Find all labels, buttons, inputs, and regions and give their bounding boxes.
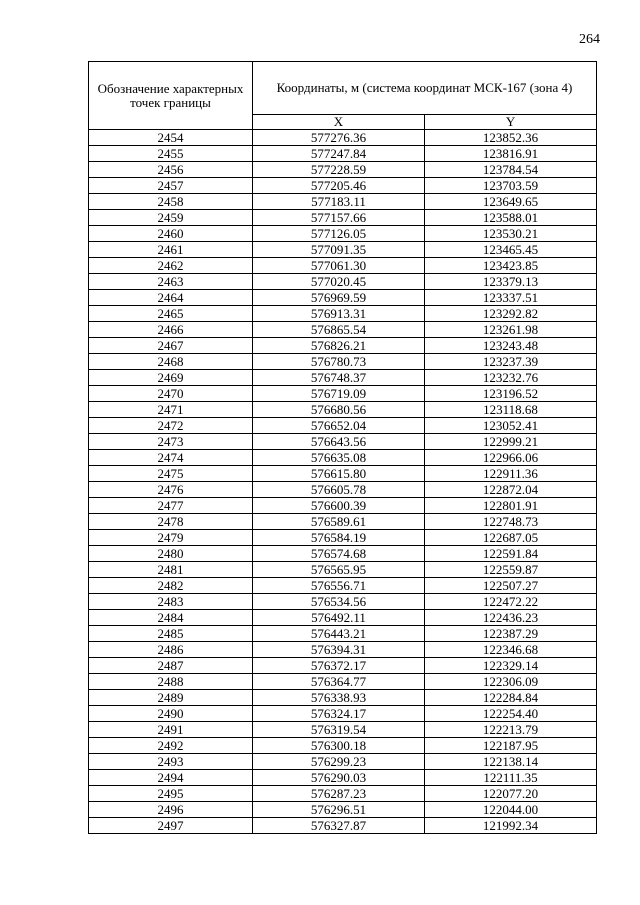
point-id-cell: 2474 xyxy=(89,450,253,466)
point-id-cell: 2459 xyxy=(89,210,253,226)
table-row xyxy=(89,418,597,434)
point-id-cell: 2477 xyxy=(89,498,253,514)
point-id-cell: 2493 xyxy=(89,754,253,770)
table-row xyxy=(89,178,597,194)
point-id-cell: 2489 xyxy=(89,690,253,706)
point-id-cell: 2492 xyxy=(89,738,253,754)
point-id-cell: 2476 xyxy=(89,482,253,498)
point-id-cell: 2463 xyxy=(89,274,253,290)
page-number: 264 xyxy=(579,32,600,47)
table-row xyxy=(89,242,597,258)
table-row xyxy=(89,786,597,802)
y-coordinate-cell: 122284.84 xyxy=(425,690,597,706)
x-coordinate-cell: 576565.95 xyxy=(253,562,425,578)
point-id-cell: 2490 xyxy=(89,706,253,722)
header-coordinates: Координаты, м (система координат МСК-167 (зона 4) xyxy=(253,62,597,115)
table-row xyxy=(89,322,597,338)
x-coordinate-cell: 577276.36 xyxy=(253,130,425,146)
y-coordinate-cell: 122559.87 xyxy=(425,562,597,578)
header-point-designation: Обозначение характерных точек границы xyxy=(89,62,253,130)
point-id-cell: 2464 xyxy=(89,290,253,306)
point-id-cell: 2496 xyxy=(89,802,253,818)
y-coordinate-cell: 123379.13 xyxy=(425,274,597,290)
point-id-cell: 2475 xyxy=(89,466,253,482)
table-row xyxy=(89,482,597,498)
coordinates-table xyxy=(88,61,597,834)
y-coordinate-cell: 122329.14 xyxy=(425,658,597,674)
table-row xyxy=(89,274,597,290)
table-row xyxy=(89,450,597,466)
x-coordinate-cell: 576865.54 xyxy=(253,322,425,338)
y-coordinate-cell: 123196.52 xyxy=(425,386,597,402)
x-coordinate-cell: 576492.11 xyxy=(253,610,425,626)
x-coordinate-cell: 576589.61 xyxy=(253,514,425,530)
x-coordinate-cell: 576826.21 xyxy=(253,338,425,354)
point-id-cell: 2483 xyxy=(89,594,253,610)
y-coordinate-cell: 123423.85 xyxy=(425,258,597,274)
table-row xyxy=(89,690,597,706)
y-coordinate-cell: 122111.35 xyxy=(425,770,597,786)
table-row xyxy=(89,130,597,146)
point-id-cell: 2470 xyxy=(89,386,253,402)
table-row xyxy=(89,162,597,178)
y-coordinate-cell: 122306.09 xyxy=(425,674,597,690)
table-row xyxy=(89,578,597,594)
x-coordinate-cell: 576372.17 xyxy=(253,658,425,674)
y-coordinate-cell: 122472.22 xyxy=(425,594,597,610)
point-id-cell: 2497 xyxy=(89,818,253,834)
point-id-cell: 2467 xyxy=(89,338,253,354)
point-id-cell: 2484 xyxy=(89,610,253,626)
y-coordinate-cell: 122507.27 xyxy=(425,578,597,594)
y-coordinate-cell: 122591.84 xyxy=(425,546,597,562)
table-row xyxy=(89,466,597,482)
point-id-cell: 2480 xyxy=(89,546,253,562)
x-coordinate-cell: 577205.46 xyxy=(253,178,425,194)
x-coordinate-cell: 577061.30 xyxy=(253,258,425,274)
x-coordinate-cell: 577247.84 xyxy=(253,146,425,162)
point-id-cell: 2472 xyxy=(89,418,253,434)
y-coordinate-cell: 122801.91 xyxy=(425,498,597,514)
point-id-cell: 2491 xyxy=(89,722,253,738)
y-coordinate-cell: 123118.68 xyxy=(425,402,597,418)
point-id-cell: 2478 xyxy=(89,514,253,530)
point-id-cell: 2457 xyxy=(89,178,253,194)
y-coordinate-cell: 123261.98 xyxy=(425,322,597,338)
y-coordinate-cell: 122748.73 xyxy=(425,514,597,530)
table-row xyxy=(89,498,597,514)
table-row xyxy=(89,514,597,530)
y-coordinate-cell: 123232.76 xyxy=(425,370,597,386)
y-coordinate-cell: 122999.21 xyxy=(425,434,597,450)
table-row xyxy=(89,354,597,370)
table-row xyxy=(89,770,597,786)
y-coordinate-cell: 122213.79 xyxy=(425,722,597,738)
table-row xyxy=(89,706,597,722)
table-row xyxy=(89,434,597,450)
x-coordinate-cell: 577183.11 xyxy=(253,194,425,210)
x-coordinate-cell: 576748.37 xyxy=(253,370,425,386)
y-coordinate-cell: 123852.36 xyxy=(425,130,597,146)
x-coordinate-cell: 576780.73 xyxy=(253,354,425,370)
x-coordinate-cell: 576635.08 xyxy=(253,450,425,466)
table-row xyxy=(89,258,597,274)
y-coordinate-cell: 122346.68 xyxy=(425,642,597,658)
point-id-cell: 2456 xyxy=(89,162,253,178)
x-coordinate-cell: 576652.04 xyxy=(253,418,425,434)
y-coordinate-cell: 123649.65 xyxy=(425,194,597,210)
x-coordinate-cell: 576296.51 xyxy=(253,802,425,818)
y-coordinate-cell: 123588.01 xyxy=(425,210,597,226)
point-id-cell: 2461 xyxy=(89,242,253,258)
table-row xyxy=(89,370,597,386)
x-coordinate-cell: 576574.68 xyxy=(253,546,425,562)
y-coordinate-cell: 123052.41 xyxy=(425,418,597,434)
table-row xyxy=(89,738,597,754)
table-row xyxy=(89,802,597,818)
table-row xyxy=(89,338,597,354)
table-row xyxy=(89,146,597,162)
point-id-cell: 2488 xyxy=(89,674,253,690)
x-coordinate-cell: 576364.77 xyxy=(253,674,425,690)
x-coordinate-cell: 576299.23 xyxy=(253,754,425,770)
x-coordinate-cell: 577126.05 xyxy=(253,226,425,242)
header-x: X xyxy=(253,115,425,130)
table-row xyxy=(89,642,597,658)
x-coordinate-cell: 576605.78 xyxy=(253,482,425,498)
table-row xyxy=(89,818,597,834)
point-id-cell: 2460 xyxy=(89,226,253,242)
point-id-cell: 2469 xyxy=(89,370,253,386)
header-y: Y xyxy=(425,115,597,130)
table-row xyxy=(89,306,597,322)
y-coordinate-cell: 122966.06 xyxy=(425,450,597,466)
y-coordinate-cell: 123530.21 xyxy=(425,226,597,242)
y-coordinate-cell: 123703.59 xyxy=(425,178,597,194)
point-id-cell: 2466 xyxy=(89,322,253,338)
y-coordinate-cell: 122254.40 xyxy=(425,706,597,722)
point-id-cell: 2465 xyxy=(89,306,253,322)
y-coordinate-cell: 123465.45 xyxy=(425,242,597,258)
y-coordinate-cell: 123784.54 xyxy=(425,162,597,178)
x-coordinate-cell: 577157.66 xyxy=(253,210,425,226)
table-row xyxy=(89,226,597,242)
point-id-cell: 2481 xyxy=(89,562,253,578)
x-coordinate-cell: 577020.45 xyxy=(253,274,425,290)
x-coordinate-cell: 576394.31 xyxy=(253,642,425,658)
x-coordinate-cell: 576600.39 xyxy=(253,498,425,514)
table-row xyxy=(89,658,597,674)
y-coordinate-cell: 122187.95 xyxy=(425,738,597,754)
x-coordinate-cell: 577228.59 xyxy=(253,162,425,178)
y-coordinate-cell: 121992.34 xyxy=(425,818,597,834)
point-id-cell: 2486 xyxy=(89,642,253,658)
point-id-cell: 2458 xyxy=(89,194,253,210)
table-row xyxy=(89,210,597,226)
point-id-cell: 2468 xyxy=(89,354,253,370)
x-coordinate-cell: 576969.59 xyxy=(253,290,425,306)
point-id-cell: 2479 xyxy=(89,530,253,546)
y-coordinate-cell: 122687.05 xyxy=(425,530,597,546)
table-row xyxy=(89,402,597,418)
table-row xyxy=(89,722,597,738)
y-coordinate-cell: 123816.91 xyxy=(425,146,597,162)
table-row xyxy=(89,546,597,562)
x-coordinate-cell: 576290.03 xyxy=(253,770,425,786)
x-coordinate-cell: 576287.23 xyxy=(253,786,425,802)
y-coordinate-cell: 122911.36 xyxy=(425,466,597,482)
x-coordinate-cell: 576556.71 xyxy=(253,578,425,594)
x-coordinate-cell: 576719.09 xyxy=(253,386,425,402)
y-coordinate-cell: 123243.48 xyxy=(425,338,597,354)
x-coordinate-cell: 576584.19 xyxy=(253,530,425,546)
point-id-cell: 2487 xyxy=(89,658,253,674)
table-body xyxy=(89,130,597,834)
table-row xyxy=(89,594,597,610)
table-row xyxy=(89,754,597,770)
y-coordinate-cell: 123337.51 xyxy=(425,290,597,306)
y-coordinate-cell: 122077.20 xyxy=(425,786,597,802)
point-id-cell: 2482 xyxy=(89,578,253,594)
y-coordinate-cell: 122436.23 xyxy=(425,610,597,626)
y-coordinate-cell: 122872.04 xyxy=(425,482,597,498)
table-row xyxy=(89,290,597,306)
table-row xyxy=(89,626,597,642)
y-coordinate-cell: 122138.14 xyxy=(425,754,597,770)
table-row xyxy=(89,386,597,402)
x-coordinate-cell: 576319.54 xyxy=(253,722,425,738)
x-coordinate-cell: 576680.56 xyxy=(253,402,425,418)
x-coordinate-cell: 576615.80 xyxy=(253,466,425,482)
x-coordinate-cell: 576327.87 xyxy=(253,818,425,834)
y-coordinate-cell: 123237.39 xyxy=(425,354,597,370)
x-coordinate-cell: 576300.18 xyxy=(253,738,425,754)
y-coordinate-cell: 122387.29 xyxy=(425,626,597,642)
table-row xyxy=(89,562,597,578)
y-coordinate-cell: 122044.00 xyxy=(425,802,597,818)
point-id-cell: 2495 xyxy=(89,786,253,802)
point-id-cell: 2462 xyxy=(89,258,253,274)
point-id-cell: 2485 xyxy=(89,626,253,642)
x-coordinate-cell: 576534.56 xyxy=(253,594,425,610)
y-coordinate-cell: 123292.82 xyxy=(425,306,597,322)
x-coordinate-cell: 577091.35 xyxy=(253,242,425,258)
x-coordinate-cell: 576643.56 xyxy=(253,434,425,450)
point-id-cell: 2473 xyxy=(89,434,253,450)
point-id-cell: 2471 xyxy=(89,402,253,418)
x-coordinate-cell: 576338.93 xyxy=(253,690,425,706)
x-coordinate-cell: 576324.17 xyxy=(253,706,425,722)
point-id-cell: 2455 xyxy=(89,146,253,162)
table-row xyxy=(89,674,597,690)
x-coordinate-cell: 576443.21 xyxy=(253,626,425,642)
table-row xyxy=(89,530,597,546)
point-id-cell: 2454 xyxy=(89,130,253,146)
table-row xyxy=(89,610,597,626)
table-row xyxy=(89,194,597,210)
x-coordinate-cell: 576913.31 xyxy=(253,306,425,322)
point-id-cell: 2494 xyxy=(89,770,253,786)
